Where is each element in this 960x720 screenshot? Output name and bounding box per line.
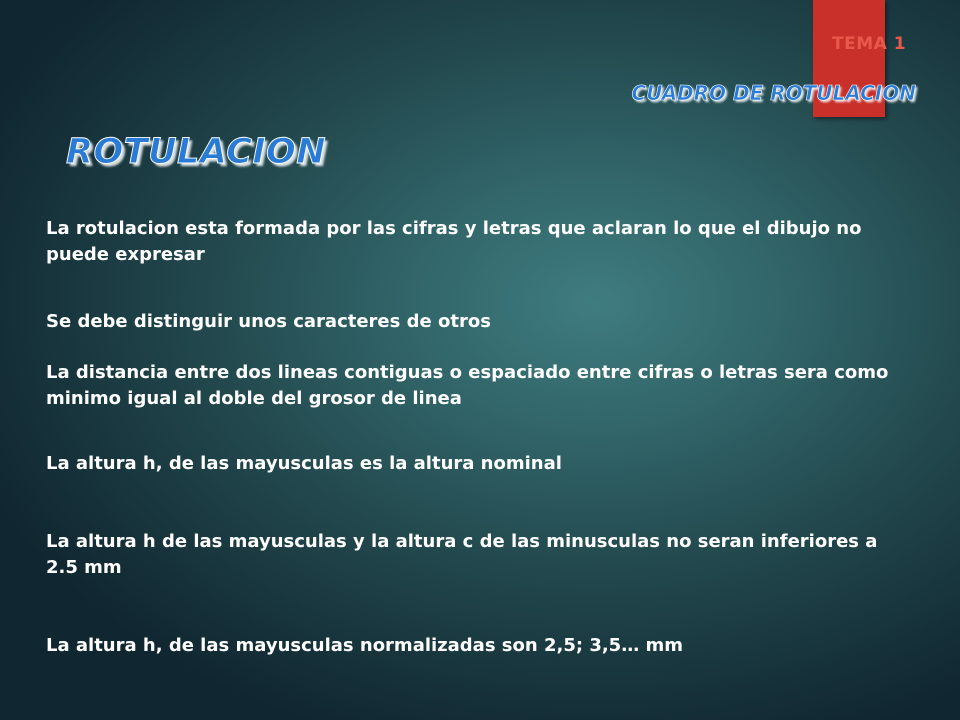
paragraph-6: La altura h, de las mayusculas normalizadas son 2,5; 3,5… mm — [46, 635, 683, 656]
paragraph-1: La rotulacion esta formada por las cifras y letras que aclaran lo que el dibujo no puede expresar — [46, 218, 862, 265]
slide-subtitle: CUADRO DE ROTULACION — [631, 81, 916, 105]
paragraph-4: La altura h, de las mayusculas es la altura nominal — [46, 453, 562, 474]
tema-label: TEMA 1 — [832, 34, 907, 54]
paragraph-2: Se debe distinguir unos caracteres de otros — [46, 311, 491, 332]
paragraph-5: La altura h de las mayusculas y la altura c de las minusculas no seran inferiores a 2.5 mm — [46, 531, 878, 578]
slide-title: ROTULACION — [66, 132, 327, 172]
paragraph-3: La distancia entre dos lineas contiguas o espaciado entre cifras o letras sera como minimo igual al doble del grosor de linea — [46, 362, 889, 409]
